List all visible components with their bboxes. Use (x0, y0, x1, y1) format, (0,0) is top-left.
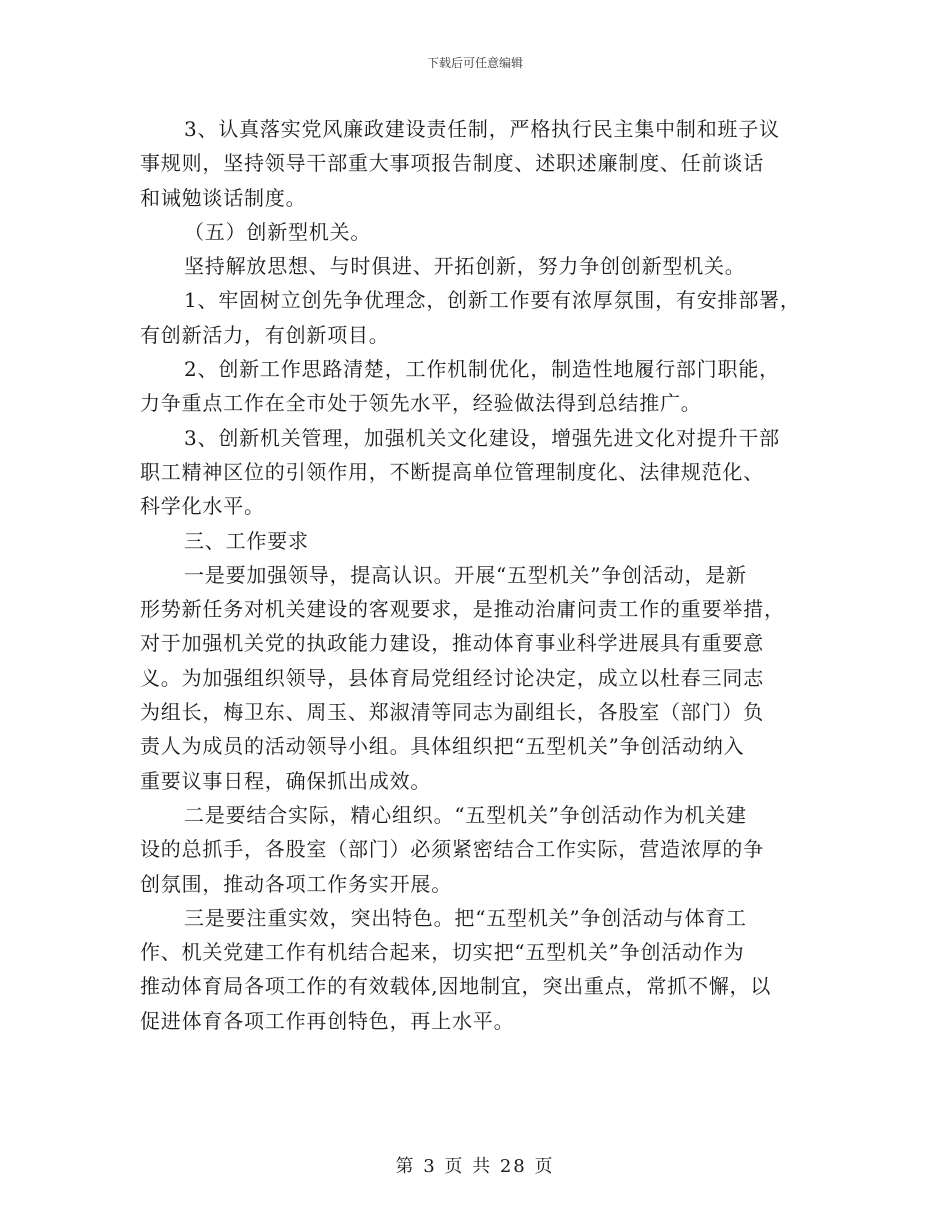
page-header: 下载后可任意编辑 (426, 56, 523, 70)
text-line: 和诫勉谈话制度。 (140, 185, 307, 210)
text-line: 3、认真落实党风廉政建设责任制，严格执行民主集中制和班子议 (184, 117, 780, 141)
text-line: 二是要结合实际，精心组织。“五型机关”争创活动作为机关建 (184, 802, 747, 827)
text-line: 义。为加强组织领导，县体育局党组经讨论决定，成立以杜春三同志 (140, 665, 764, 690)
text-line: 形势新任务对机关建设的客观要求，是推动治庸问责工作的重要举措， (140, 597, 785, 622)
text-line: 推动体育局各项工作的有效载体,因地制宜，突出重点，常抓不懈，以 (140, 974, 772, 999)
text-line: 力争重点工作在全市处于领先水平，经验做法得到总结推广。 (140, 391, 702, 416)
text-line: 作、机关党建工作有机结合起来，切实把“五型机关”争创活动作为 (140, 940, 745, 965)
text-line: 责人为成员的活动领导小组。具体组织把“五型机关”争创活动纳入 (140, 734, 745, 759)
text-line: 3、创新机关管理，加强机关文化建设，增强先进文化对提升干部 (184, 425, 780, 450)
text-line: 三是要注重实效，突出特色。把“五型机关”争创活动与体育工 (184, 905, 747, 930)
text-line: 促进体育各项工作再创特色，再上水平。 (140, 1008, 515, 1033)
text-line: 重要议事日程，确保抓出成效。 (140, 768, 432, 793)
section-heading: （五）创新型机关。 (184, 219, 372, 244)
text-line: 职工精神区位的引领作用，不断提高单位管理制度化、法律规范化、 (140, 459, 764, 484)
section-heading: 三、工作要求 (184, 528, 309, 553)
page-footer: 第 3 页 共 28 页 (395, 1156, 555, 1177)
text-line: 科学化水平。 (140, 494, 265, 519)
text-line: 事规则，坚持领导干部重大事项报告制度、述职述廉制度、任前谈话 (140, 151, 764, 176)
text-line: 坚持解放思想、与时俱进、开拓创新，努力争创创新型机关。 (184, 254, 746, 279)
text-line: 1、牢固树立创先争优理念，创新工作要有浓厚氛围，有安排部署， (184, 288, 801, 313)
text-line: 有创新活力，有创新项目。 (140, 322, 390, 347)
body-text (140, 112, 830, 1038)
text-line: 为组长，梅卫东、周玉、郑淑清等同志为副组长，各股室（部门）负 (140, 700, 764, 725)
text-line: 创氛围，推动各项工作务实开展。 (140, 871, 452, 896)
text-line: 对于加强机关党的执政能力建设，推动体育事业科学进展具有重要意 (140, 631, 764, 656)
text-line: 一是要加强领导，提高认识。开展“五型机关”争创活动，是新 (184, 562, 747, 587)
text-line: 设的总抓手，各股室（部门）必须紧密结合工作实际，营造浓厚的争 (140, 837, 764, 862)
text-line: 2、创新工作思路清楚，工作机制优化，制造性地履行部门职能， (184, 357, 780, 382)
